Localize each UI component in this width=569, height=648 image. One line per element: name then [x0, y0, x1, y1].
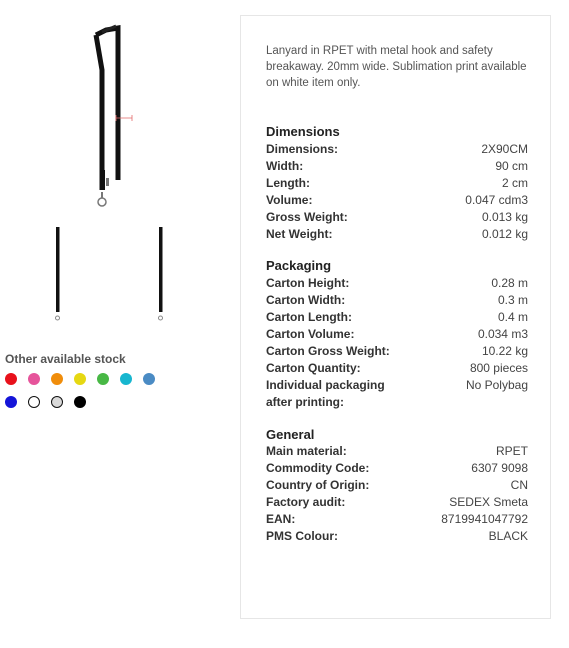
color-swatch-yellow[interactable]: [74, 373, 86, 385]
spec-label: Carton Height:: [266, 276, 350, 290]
spec-value: 0.3 m: [497, 293, 528, 307]
spec-value: 0.013 kg: [481, 210, 528, 224]
spec-row: [266, 443, 528, 460]
spec-label: Width:: [266, 159, 304, 173]
spec-value: 90 cm: [495, 159, 528, 173]
color-swatch-white[interactable]: [28, 396, 40, 408]
spec-row: [266, 528, 528, 545]
spec-value: 0.047 cdm3: [465, 193, 528, 207]
spec-row: [266, 511, 528, 528]
product-thumbnail[interactable]: [153, 225, 169, 325]
spec-value: 8719941047792: [441, 512, 528, 526]
spec-row: [266, 275, 528, 292]
color-swatches: [5, 373, 175, 419]
color-swatch-blue[interactable]: [5, 396, 17, 408]
dimensions-list: [266, 141, 528, 243]
color-swatch-green[interactable]: [97, 373, 109, 385]
color-swatch-grey[interactable]: [51, 396, 63, 408]
color-swatch-orange[interactable]: [51, 373, 63, 385]
color-swatch-light-blue[interactable]: [143, 373, 155, 385]
spec-label: Carton Length:: [266, 310, 352, 324]
spec-row: [266, 209, 528, 226]
spec-label: Carton Volume:: [266, 327, 355, 341]
spec-row: [266, 192, 528, 209]
spec-row: [266, 226, 528, 243]
spec-row: [266, 309, 528, 326]
spec-row: [266, 292, 528, 309]
product-description: Lanyard in RPET with metal hook and safety breakaway. 20mm wide. Sublimation print available on white item only.: [266, 45, 527, 89]
dimensions-title: Dimensions: [266, 124, 340, 139]
spec-row: [266, 175, 528, 192]
spec-label: Carton Gross Weight:: [266, 344, 390, 358]
spec-value: 0.4 m: [497, 310, 528, 324]
spec-row: [266, 343, 528, 360]
spec-value: 800 pieces: [469, 361, 528, 375]
spec-label: Dimensions:: [266, 142, 339, 156]
spec-label: Volume:: [266, 193, 313, 207]
spec-row: [266, 360, 528, 377]
spec-value: 6307 9098: [471, 461, 528, 475]
spec-value: 0.034 m3: [477, 327, 528, 341]
spec-value: 0.012 kg: [481, 227, 528, 241]
spec-value: 10.22 kg: [481, 344, 528, 358]
spec-row: [266, 477, 528, 494]
spec-row: [266, 460, 528, 477]
product-thumbnail[interactable]: [50, 225, 66, 325]
general-list: [266, 443, 528, 545]
spec-value: No Polybag: [465, 378, 528, 392]
spec-label: Carton Width:: [266, 293, 346, 307]
spec-label: Country of Origin:: [266, 478, 370, 492]
product-gallery: [0, 0, 220, 648]
spec-value: SEDEX Smeta: [449, 495, 528, 509]
spec-label: Gross Weight:: [266, 210, 348, 224]
other-stock-title: Other available stock: [5, 352, 126, 366]
spec-label: Commodity Code:: [266, 461, 370, 475]
color-swatch-cyan[interactable]: [120, 373, 132, 385]
spec-label: Net Weight:: [266, 227, 333, 241]
spec-row: [266, 494, 528, 511]
spec-label: Factory audit:: [266, 495, 346, 509]
general-title: General: [266, 427, 315, 442]
spec-row: [266, 377, 528, 411]
spec-label: PMS Colour:: [266, 529, 338, 543]
product-details-panel: [240, 15, 551, 619]
spec-value: CN: [510, 478, 528, 492]
spec-label: Main material:: [266, 444, 347, 458]
spec-label: Length:: [266, 176, 310, 190]
spec-row: [266, 158, 528, 175]
swatch-row: [5, 396, 175, 408]
spec-label: Individual packaging after printing:: [266, 378, 385, 409]
packaging-title: Packaging: [266, 258, 332, 273]
spec-value: RPET: [495, 444, 528, 458]
packaging-list: [266, 275, 528, 411]
spec-value: 0.28 m: [491, 276, 528, 290]
spec-label: EAN:: [266, 512, 296, 526]
color-swatch-black[interactable]: [74, 396, 86, 408]
spec-label: Carton Quantity:: [266, 361, 361, 375]
spec-row: [266, 326, 528, 343]
color-swatch-pink[interactable]: [28, 373, 40, 385]
spec-value: BLACK: [488, 529, 528, 543]
color-swatch-red[interactable]: [5, 373, 17, 385]
swatch-row: [5, 373, 175, 385]
spec-row: [266, 141, 528, 158]
spec-value: 2X90CM: [481, 142, 528, 156]
spec-value: 2 cm: [501, 176, 528, 190]
product-main-image[interactable]: [80, 20, 140, 220]
